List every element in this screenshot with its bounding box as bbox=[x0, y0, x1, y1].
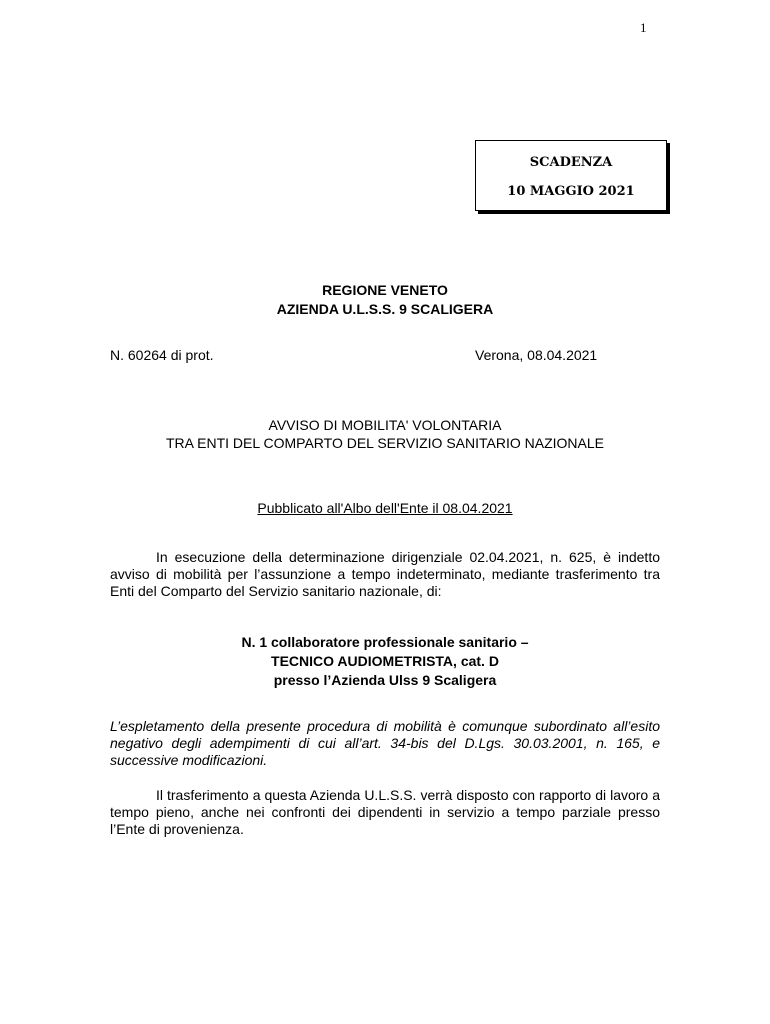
protocol-number: N. 60264 di prot. bbox=[110, 347, 214, 363]
body-paragraph-3: Il trasferimento a questa Azienda U.L.S.S. verrà disposto con rapporto di lavoro a tempo pieno, anche nei confronti dei dipendenti in servizio a tempo parziale presso l’Ente di provenienza. bbox=[110, 787, 660, 837]
position-line-2: TECNICO AUDIOMETRISTA, cat. D bbox=[271, 653, 499, 669]
document-title bbox=[110, 416, 660, 452]
agency-name: AZIENDA U.L.S.S. 9 SCALIGERA bbox=[276, 301, 494, 317]
region-name: REGIONE VENETO bbox=[322, 282, 448, 298]
deadline-box bbox=[475, 140, 667, 211]
body-paragraph-2: L’espletamento della presente procedura di mobilità è comunque subordinato all’esito negativo degli adempimenti di cui all’art. 34-bis del D.Lgs. 30.03.2001, n. 165, e successive modificazioni. bbox=[110, 718, 660, 768]
position-line-1: N. 1 collaboratore professionale sanitario – bbox=[241, 634, 529, 650]
title-line-2: TRA ENTI DEL COMPARTO DEL SERVIZIO SANITARIO NAZIONALE bbox=[166, 435, 604, 451]
document-header bbox=[110, 281, 660, 319]
deadline-date: 10 MAGGIO 2021 bbox=[507, 184, 635, 199]
position-line-3: presso l’Azienda Ulss 9 Scaligera bbox=[273, 672, 497, 688]
body-paragraph-1: In esecuzione della determinazione dirigenziale 02.04.2021, n. 625, è indetto avviso di mobilità per l’assunzione a tempo indeterminato, mediante trasferimento tra Enti del Comparto del Servizio sanitario nazionale, di: bbox=[110, 549, 660, 599]
page-number: 1 bbox=[640, 20, 647, 35]
deadline-label: SCADENZA bbox=[529, 155, 613, 170]
publication-note: Pubblicato all'Albo dell'Ente il 08.04.2021 bbox=[257, 500, 513, 516]
title-line-1: AVVISO DI MOBILITA' VOLONTARIA bbox=[268, 417, 502, 433]
position-block bbox=[110, 633, 660, 690]
place-date: Verona, 08.04.2021 bbox=[475, 347, 598, 363]
